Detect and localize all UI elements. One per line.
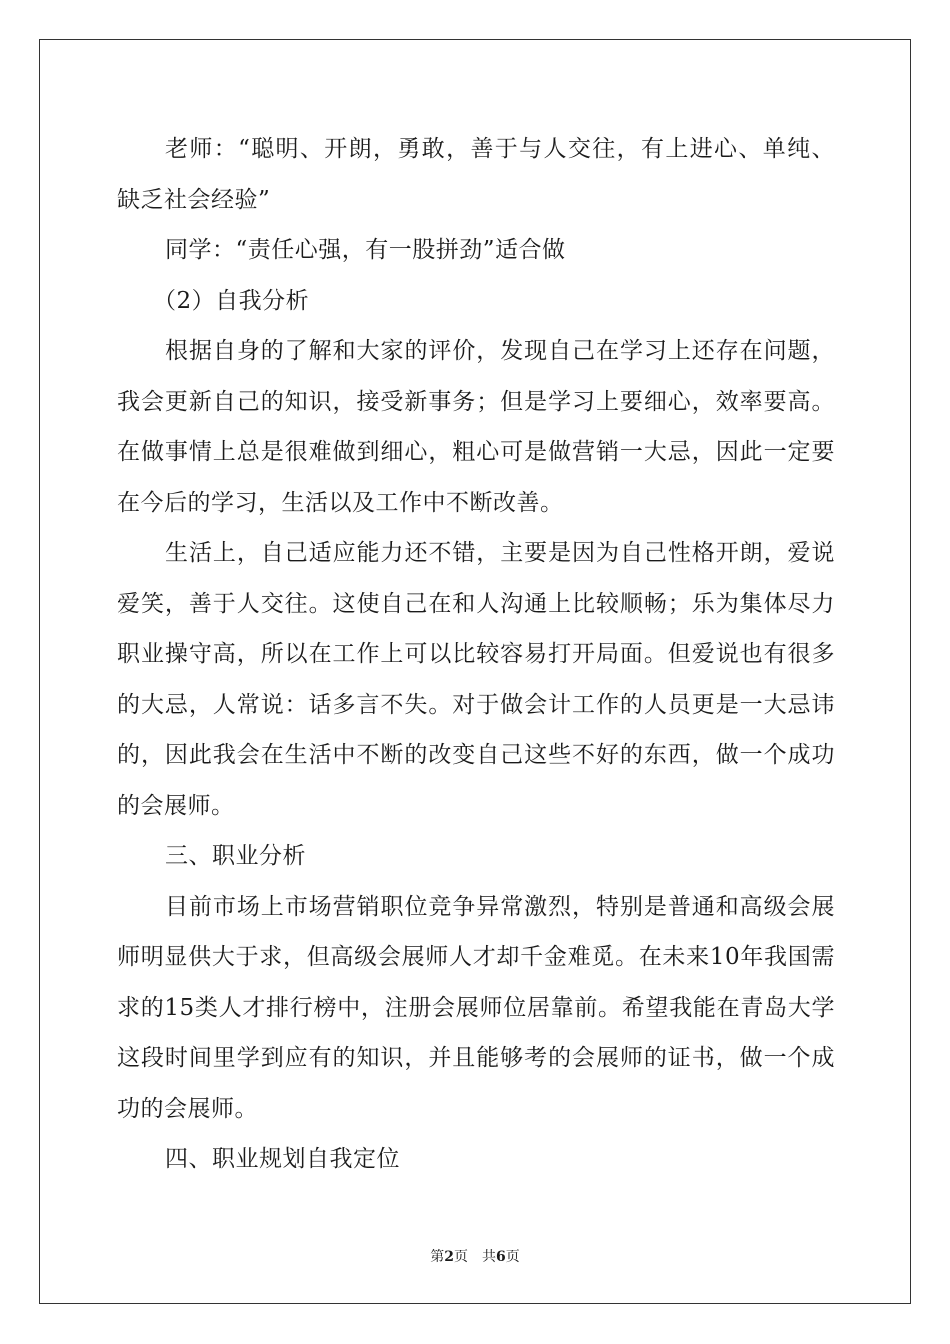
paragraph-self-analysis-study: 根据自身的了解和大家的评价，发现自己在学习上还存在问题，我会更新自己的知识，接受新事务；但是学习上要细心，效率要高。在做事情上总是很难做到细心，粗心可是做营销一大忌，因此一定要在今后的学习，生活以及工作中不断改善。 bbox=[117, 338, 835, 516]
paragraph-career-analysis: 目前市场上市场营销职位竞争异常激烈，特别是普通和高级会展师明显供大于求，但高级会展师人才却千金难觅。在未来10年我国需求的15类人才排行榜中，注册会展师位居靠前。希望我能在青岛大学这段时间里学到应有的知识，并且能够考的会展师的证书，做一个成功的会展师。 bbox=[117, 893, 835, 1122]
footer-total-pages: 6 bbox=[496, 1249, 506, 1265]
footer-page-suffix: 页 bbox=[454, 1249, 468, 1265]
footer-total-prefix: 共 bbox=[482, 1249, 496, 1265]
document-body bbox=[117, 124, 835, 1185]
footer-page-prefix: 第 bbox=[430, 1249, 445, 1265]
heading-career-analysis: 三、职业分析 bbox=[165, 843, 306, 869]
paragraph-teacher-evaluation: 老师：“聪明、开朗，勇敢，善于与人交往，有上进心、单纯、缺乏社会经验” bbox=[117, 136, 835, 213]
paragraph-classmate-evaluation: 同学：“责任心强，有一股拼劲”适合做 bbox=[165, 237, 566, 263]
paragraph-self-analysis-life: 生活上，自己适应能力还不错，主要是因为自己性格开朗，爱说爱笑，善于人交往。这使自己在和人沟通上比较顺畅；乐为集体尽力职业操守高，所以在工作上可以比较容易打开局面。但爱说也有很多的大忌，人常说：话多言不失。对于做会计工作的人员更是一大忌讳的，因此我会在生活中不断的改变自己这些不好的东西，做一个成功的会展师。 bbox=[117, 540, 835, 819]
footer-page-number: 2 bbox=[444, 1249, 454, 1265]
heading-self-analysis: （2）自我分析 bbox=[153, 287, 310, 314]
heading-career-positioning: 四、职业规划自我定位 bbox=[165, 1146, 400, 1172]
page-footer bbox=[0, 1246, 950, 1266]
footer-total-suffix: 页 bbox=[505, 1249, 520, 1265]
